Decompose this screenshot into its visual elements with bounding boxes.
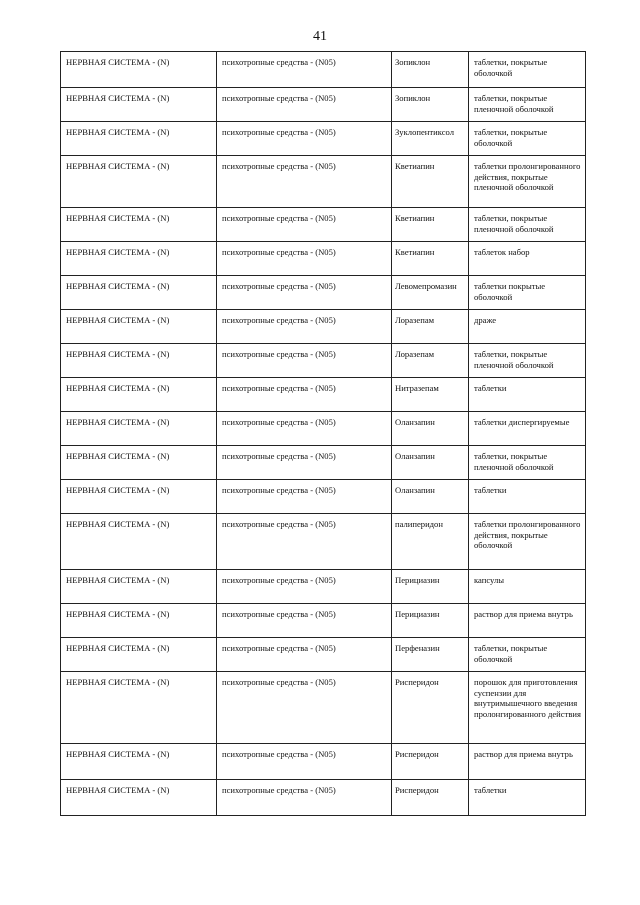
table-body xyxy=(61,52,586,816)
system-cell: НЕРВНАЯ СИСТЕМА - (N) xyxy=(61,514,217,570)
system-cell: НЕРВНАЯ СИСТЕМА - (N) xyxy=(61,638,217,672)
drug-name-cell: Левомепромазин xyxy=(392,276,469,310)
dosage-form-cell: таблетки, покрытые пленочной оболочкой xyxy=(469,208,586,242)
drug-name-cell: Лоразепам xyxy=(392,344,469,378)
table-row xyxy=(61,122,586,156)
system-cell: НЕРВНАЯ СИСТЕМА - (N) xyxy=(61,604,217,638)
system-cell: НЕРВНАЯ СИСТЕМА - (N) xyxy=(61,570,217,604)
table-row xyxy=(61,242,586,276)
drug-name-cell: Перициазин xyxy=(392,570,469,604)
drug-name-cell: Зопиклон xyxy=(392,52,469,88)
system-cell: НЕРВНАЯ СИСТЕМА - (N) xyxy=(61,744,217,780)
system-cell: НЕРВНАЯ СИСТЕМА - (N) xyxy=(61,208,217,242)
drug-name-cell: Рисперидон xyxy=(392,780,469,816)
drug-name-cell: Кветиапин xyxy=(392,156,469,208)
group-cell: психотропные средства - (N05) xyxy=(217,276,392,310)
drug-name-cell: Кветиапин xyxy=(392,242,469,276)
drug-name-cell: Оланзапин xyxy=(392,480,469,514)
dosage-form-cell: таблетки пролонгированного действия, покрытые пленочной оболочкой xyxy=(469,156,586,208)
group-cell: психотропные средства - (N05) xyxy=(217,156,392,208)
drug-name-cell: Оланзапин xyxy=(392,446,469,480)
dosage-form-cell: порошок для приготовления суспензии для внутримышечного введения пролонгированного действия xyxy=(469,672,586,744)
system-cell: НЕРВНАЯ СИСТЕМА - (N) xyxy=(61,344,217,378)
system-cell: НЕРВНАЯ СИСТЕМА - (N) xyxy=(61,412,217,446)
drug-name-cell: Зопиклон xyxy=(392,88,469,122)
dosage-form-cell: таблетки, покрытые оболочкой xyxy=(469,638,586,672)
system-cell: НЕРВНАЯ СИСТЕМА - (N) xyxy=(61,310,217,344)
table-row xyxy=(61,480,586,514)
table-row xyxy=(61,446,586,480)
group-cell: психотропные средства - (N05) xyxy=(217,344,392,378)
table-row xyxy=(61,52,586,88)
table-row xyxy=(61,276,586,310)
drug-name-cell: Рисперидон xyxy=(392,744,469,780)
group-cell: психотропные средства - (N05) xyxy=(217,480,392,514)
dosage-form-cell: таблетки xyxy=(469,780,586,816)
group-cell: психотропные средства - (N05) xyxy=(217,514,392,570)
drug-name-cell: Лоразепам xyxy=(392,310,469,344)
dosage-form-cell: таблетки покрытые оболочкой xyxy=(469,276,586,310)
group-cell: психотропные средства - (N05) xyxy=(217,780,392,816)
system-cell: НЕРВНАЯ СИСТЕМА - (N) xyxy=(61,446,217,480)
group-cell: психотропные средства - (N05) xyxy=(217,744,392,780)
group-cell: психотропные средства - (N05) xyxy=(217,412,392,446)
table-row xyxy=(61,570,586,604)
table-row xyxy=(61,412,586,446)
drug-name-cell: Перфеназин xyxy=(392,638,469,672)
group-cell: психотропные средства - (N05) xyxy=(217,242,392,276)
drug-name-cell: Рисперидон xyxy=(392,672,469,744)
dosage-form-cell: таблетки, покрытые оболочкой xyxy=(469,122,586,156)
system-cell: НЕРВНАЯ СИСТЕМА - (N) xyxy=(61,276,217,310)
table-row xyxy=(61,208,586,242)
dosage-form-cell: таблетки пролонгированного действия, покрытые оболочкой xyxy=(469,514,586,570)
dosage-form-cell: таблетки диспергируемые xyxy=(469,412,586,446)
table-row xyxy=(61,514,586,570)
dosage-form-cell: таблетки xyxy=(469,378,586,412)
table-row xyxy=(61,344,586,378)
dosage-form-cell: драже xyxy=(469,310,586,344)
system-cell: НЕРВНАЯ СИСТЕМА - (N) xyxy=(61,88,217,122)
group-cell: психотропные средства - (N05) xyxy=(217,378,392,412)
group-cell: психотропные средства - (N05) xyxy=(217,604,392,638)
dosage-form-cell: таблетки, покрытые оболочкой xyxy=(469,52,586,88)
drug-name-cell: Оланзапин xyxy=(392,412,469,446)
table-row xyxy=(61,310,586,344)
table-row xyxy=(61,378,586,412)
table-row xyxy=(61,744,586,780)
drug-name-cell: Кветиапин xyxy=(392,208,469,242)
dosage-form-cell: таблетки xyxy=(469,480,586,514)
table-row xyxy=(61,638,586,672)
group-cell: психотропные средства - (N05) xyxy=(217,570,392,604)
group-cell: психотропные средства - (N05) xyxy=(217,88,392,122)
group-cell: психотропные средства - (N05) xyxy=(217,208,392,242)
group-cell: психотропные средства - (N05) xyxy=(217,122,392,156)
page-number: 41 xyxy=(313,29,327,44)
table-row xyxy=(61,780,586,816)
system-cell: НЕРВНАЯ СИСТЕМА - (N) xyxy=(61,378,217,412)
group-cell: психотропные средства - (N05) xyxy=(217,52,392,88)
table-row xyxy=(61,156,586,208)
dosage-form-cell: таблеток набор xyxy=(469,242,586,276)
system-cell: НЕРВНАЯ СИСТЕМА - (N) xyxy=(61,480,217,514)
drug-name-cell: палиперидон xyxy=(392,514,469,570)
dosage-form-cell: капсулы xyxy=(469,570,586,604)
system-cell: НЕРВНАЯ СИСТЕМА - (N) xyxy=(61,780,217,816)
dosage-form-cell: таблетки, покрытые пленочной оболочкой xyxy=(469,446,586,480)
table-row xyxy=(61,88,586,122)
group-cell: психотропные средства - (N05) xyxy=(217,310,392,344)
drug-name-cell: Зуклопентиксол xyxy=(392,122,469,156)
dosage-form-cell: таблетки, покрытые пленочной оболочкой xyxy=(469,88,586,122)
table-row xyxy=(61,604,586,638)
dosage-form-cell: раствор для приема внутрь xyxy=(469,604,586,638)
group-cell: психотропные средства - (N05) xyxy=(217,446,392,480)
group-cell: психотропные средства - (N05) xyxy=(217,638,392,672)
system-cell: НЕРВНАЯ СИСТЕМА - (N) xyxy=(61,242,217,276)
dosage-form-cell: таблетки, покрытые пленочной оболочкой xyxy=(469,344,586,378)
dosage-form-cell: раствор для приема внутрь xyxy=(469,744,586,780)
drug-table xyxy=(60,51,586,816)
group-cell: психотропные средства - (N05) xyxy=(217,672,392,744)
drug-name-cell: Нитразепам xyxy=(392,378,469,412)
system-cell: НЕРВНАЯ СИСТЕМА - (N) xyxy=(61,156,217,208)
drug-name-cell: Перициазин xyxy=(392,604,469,638)
table-row xyxy=(61,672,586,744)
system-cell: НЕРВНАЯ СИСТЕМА - (N) xyxy=(61,122,217,156)
system-cell: НЕРВНАЯ СИСТЕМА - (N) xyxy=(61,52,217,88)
system-cell: НЕРВНАЯ СИСТЕМА - (N) xyxy=(61,672,217,744)
